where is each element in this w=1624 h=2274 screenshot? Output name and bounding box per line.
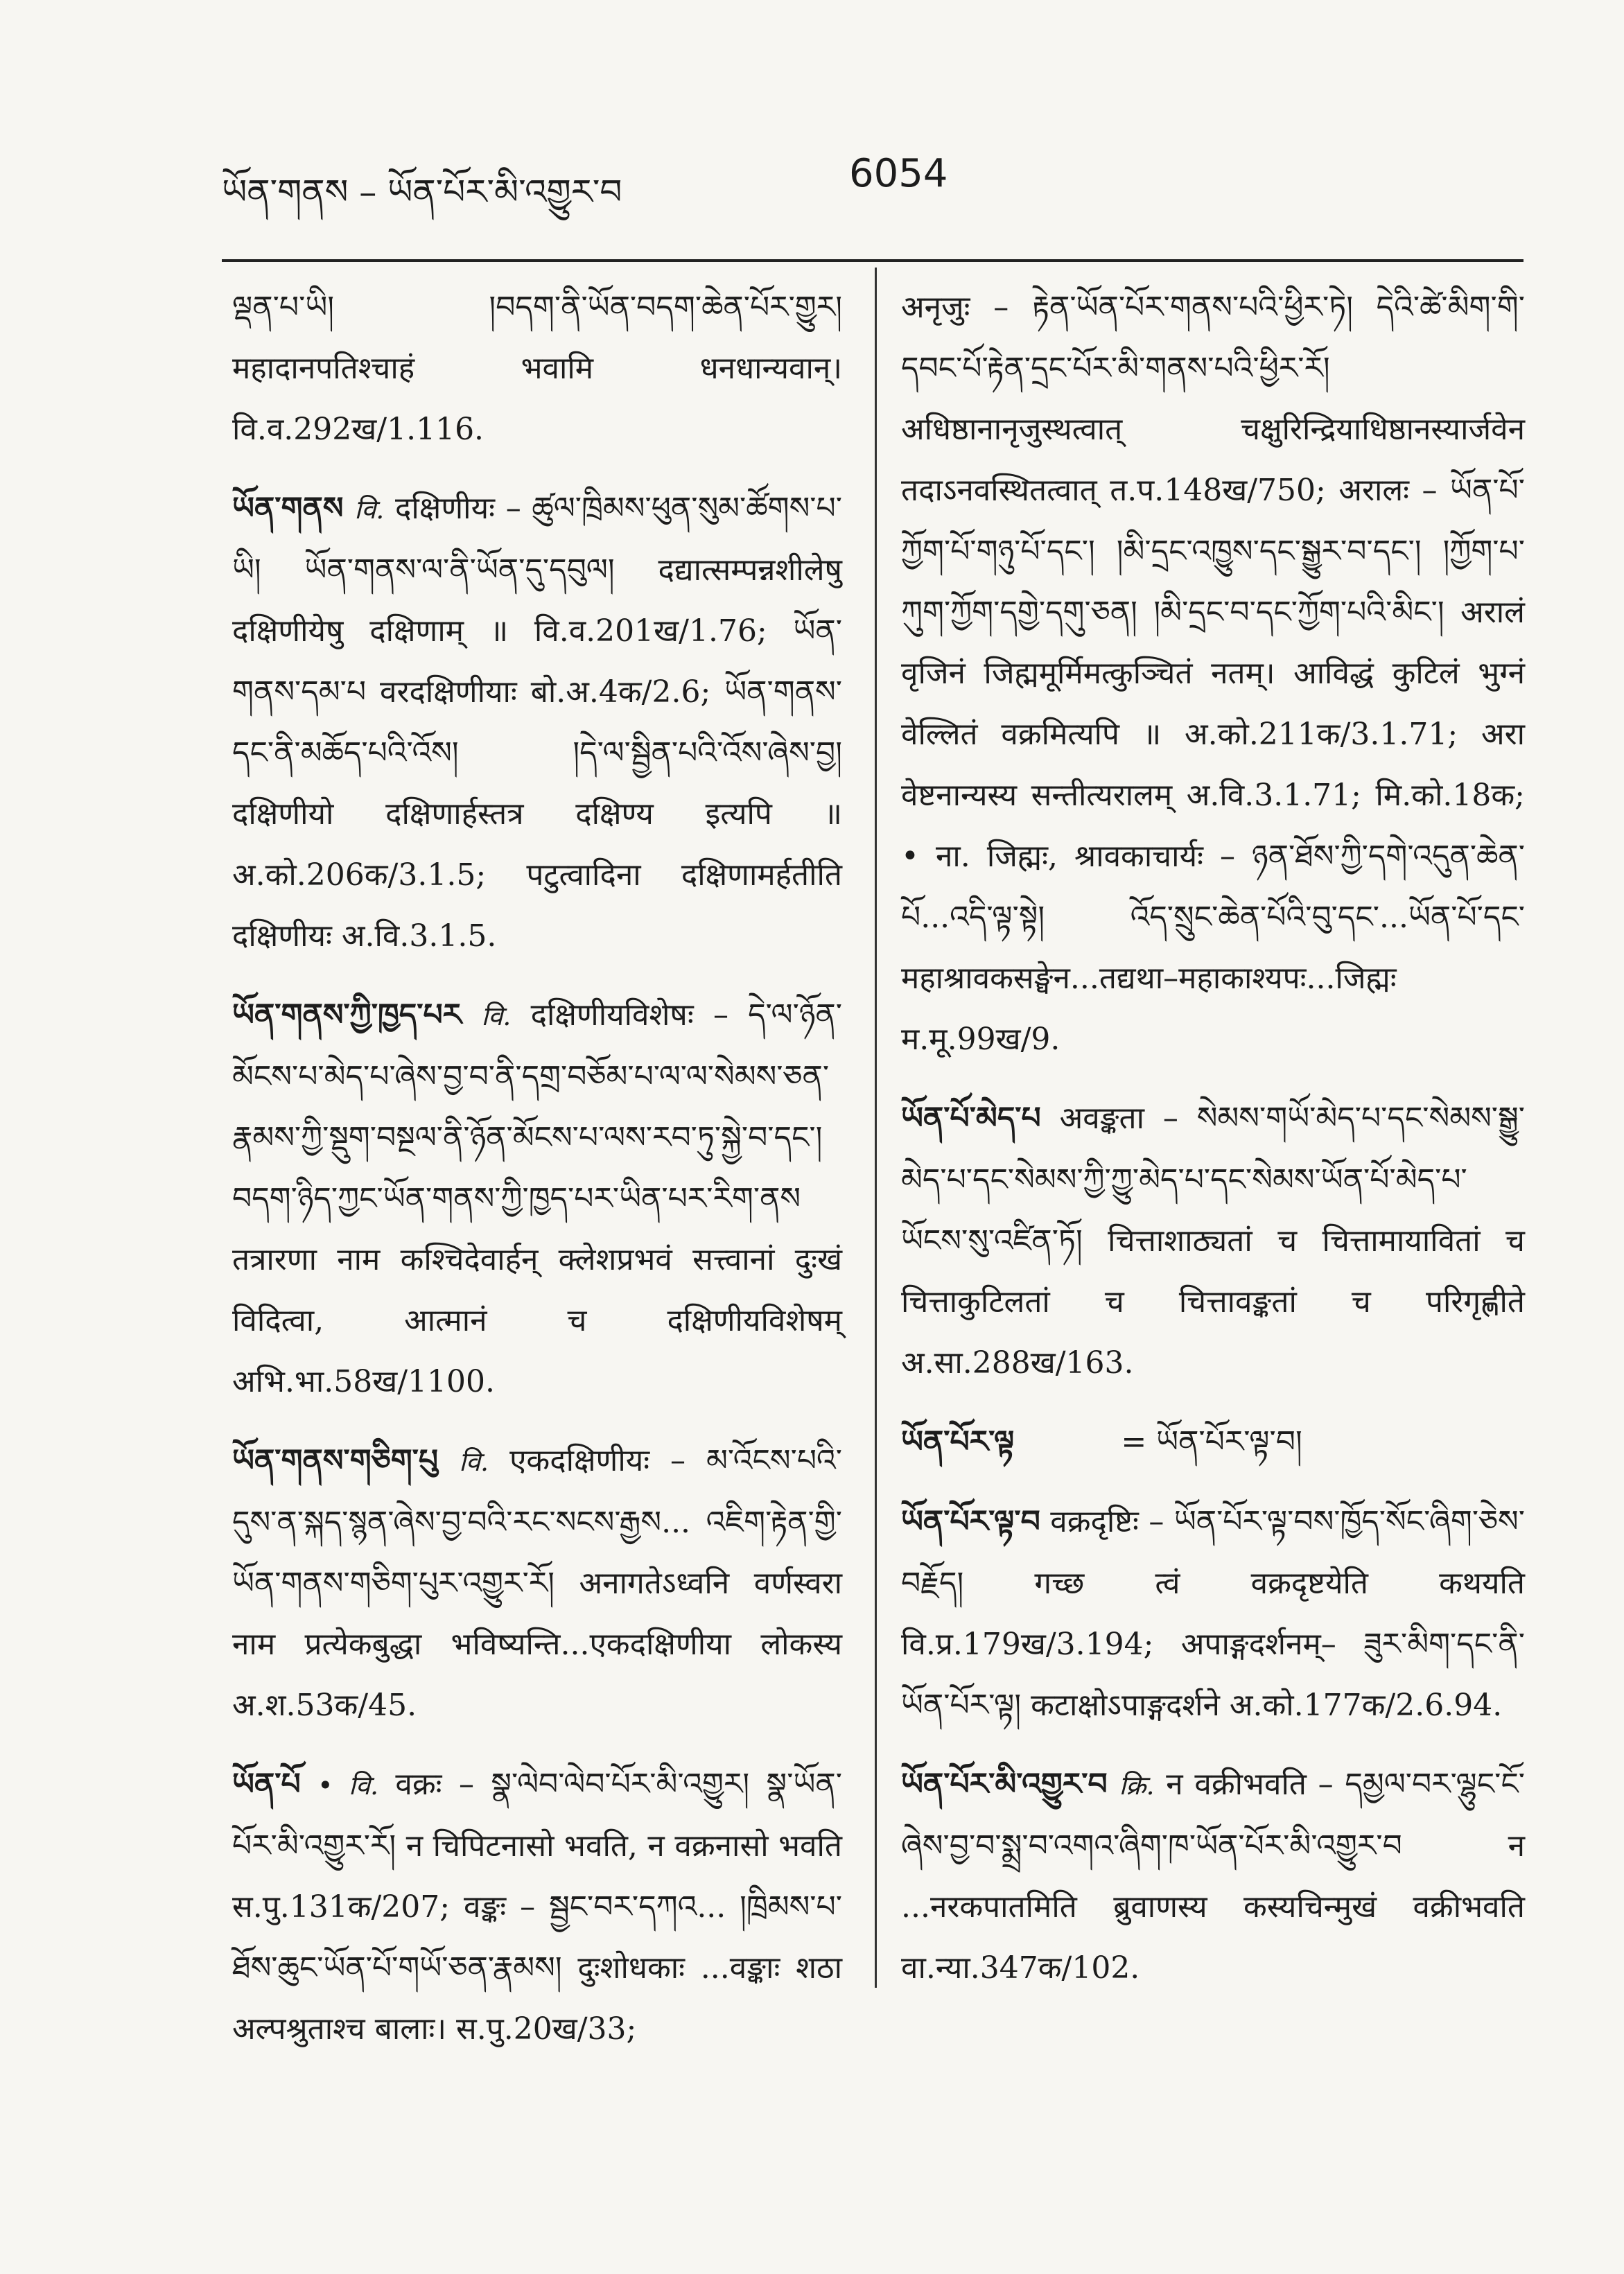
page-number: 6054: [849, 151, 948, 196]
entry-headword: ཡོན་པོ: [232, 1767, 301, 1802]
entry-grammar-label: वि.: [459, 1446, 489, 1477]
entry-body: वक्रः – སྣ་ལེབ་ལེབ་པོར་མི་འགྱུར། སྣ་ཡོན་པོར་མི་འགྱུར་རོ། न चिपिटनासो भवति, न वक्रनासो भवति स.पु.131क/207; वङ्कः – སྦྱང་བར་དཀའ... །ཁྲིམས་པ་ཐོས་ཆུང་ཡོན་པོ་གཡོ་ཅན་རྣམས། दुःशोधकाः ...वङ्काः शठा अल्पश्रुताश्च बालाः। स.पु.20ख/33;: [232, 1767, 842, 2047]
right-column: [901, 277, 1525, 2017]
dictionary-entry: [232, 277, 842, 460]
dictionary-entry: [901, 1492, 1525, 1736]
running-header: [222, 139, 1539, 212]
dictionary-entry: [901, 1412, 1525, 1473]
entry-body: अवङ्कता – སེམས་གཡོ་མེད་པ་དང་སེམས་སྒྱུ་མེད་པ་དང་སེམས་ཀྱི་ཀྱུ་མེད་པ་དང་སེམས་ཡོན་པོ་མེད་པ་ཡོངས་སུ་འཛིན་ཏོ། चित्ताशाठ्यतां च चित्तामायावितां च चित्ताकुटिलतां च चित्तावङ्कतां च परिगृह्णीते अ.सा.288ख/163.: [901, 1101, 1525, 1381]
dictionary-entry: [232, 1754, 842, 2060]
entry-body: न वक्रीभवति – དམྱལ་བར་ལྷུང་ངོ་ཞེས་བྱ་བ་སྨྲ་བ་འགའ་ཞིག་ཁ་ཡོན་པོར་མི་འགྱུར་བ न ...नरकपातमिति ब्रुवाणस्य कस्यचिन्मुखं वक्रीभवति वा.न्या.347क/102.: [901, 1767, 1525, 1986]
entry-headword: ཡོན་པོར་ལྟ་བ: [901, 1504, 1040, 1539]
entry-headword: ཡོན་གནས་གཅིག་པུ: [232, 1443, 439, 1478]
dictionary-entry: [901, 1754, 1525, 1999]
entry-body: वक्रदृष्टिः – ཡོན་པོར་ལྟ་བས་ཁྱོད་སོང་ཞིག་ཅེས་བརྗོད། गच्छ त्वं वक्रदृष्टयेति कथयति वि.प्र.179ख/3.194; अपाङ्गदर्शनम्– ཟུར་མིག་དང་ནི་ཡོན་པོར་ལྟ། कटाक्षोऽपाङ्गदर्शने अ.को.177क/2.6.94.: [901, 1504, 1525, 1723]
left-column: [232, 277, 842, 2078]
entry-body: दक्षिणीयः – ཚུལ་ཁྲིམས་ཕུན་སུམ་ཚོགས་པ་ཡི། ཡོན་གནས་ལ་ནི་ཡོན་དུ་དབུལ། दद्यात्सम्पन्नशीलेषु दक्षिणीयेषु दक्षिणाम् ॥ वि.व.201ख/1.76; ཡོན་གནས་དམ་པ वरदक्षिणीयाः बो.अ.4क/2.6; ཡོན་གནས་དང་ནི་མཆོད་པའི་འོས། །དེ་ལ་སྦྱིན་པའི་འོས་ཞེས་བྱ། दक्षिणीयो दक्षिणार्हस्तत्र दक्षिण्य इत्यपि ॥ अ.को.206क/3.1.5; पटुत्वादिना दक्षिणामर्हतीति दक्षिणीयः अ.वि.3.1.5.: [232, 491, 842, 954]
entry-grammar-label: वि.: [354, 494, 385, 525]
header-rule: [222, 259, 1523, 262]
entry-headword: ཡོན་པོར་མི་འགྱུར་བ: [901, 1767, 1108, 1802]
entry-headword: ཡོན་གནས་ཀྱི་ཁྱད་པར: [232, 997, 462, 1033]
column-divider: [875, 268, 877, 1988]
entry-body: एकदक्षिणीयः – མ་འོངས་པའི་དུས་ན་སྐད་སྙན་ཞེས་བྱ་བའི་རང་སངས་རྒྱས... འཇིག་རྟེན་གྱི་ཡོན་གནས་གཅིག་པུར་འགྱུར་རོ། अनागतेऽध्वनि वर्णस्वरा नाम प्रत्येकबुद्धा भविष्यन्ति...एकदक्षिणीया लोकस्य अ.श.53क/45.: [232, 1443, 842, 1723]
entry-headword: ཡོན་པོར་ལྟ: [901, 1424, 1015, 1460]
dictionary-entry: [901, 1088, 1525, 1394]
running-head-text: ཡོན་གནས – ཡོན་པོར་མི་འགྱུར་བ: [222, 172, 622, 212]
entry-grammar-label: वि.: [481, 1001, 512, 1031]
dictionary-entry: [232, 478, 842, 967]
entry-grammar-label: क्रि.: [1119, 1770, 1155, 1801]
entry-headword: ཡོན་པོ་མེད་པ: [901, 1101, 1041, 1136]
entry-body: ལྡན་པ་ཡི། །བདག་ནི་ཡོན་བདག་ཆེན་པོར་གྱུར། महादानपतिश्चाहं भवामि धनधान्यवान्। वि.व.292ख/1.116.: [232, 290, 842, 447]
entry-grammar-label: • वि.: [317, 1770, 379, 1801]
entry-headword: ཡོན་གནས: [232, 491, 344, 526]
entry-body: अनृजुः – རྟེན་ཡོན་པོར་གནས་པའི་ཕྱིར་ཏེ། དེའི་ཚེ་མིག་གི་དབང་པོ་རྟེན་དྲང་པོར་མི་གནས་པའི་ཕྱིར་རོ། अधिष्ठानानृजुस्थत्वात् चक्षुरिन्द्रियाधिष्ठानस्यार्जवेन तदाऽनवस्थितत्वात् त.प.148ख/750; अरालः – ཡོན་པོ་ཀྱོག་པོ་གཉུ་པོ་དང་། །མི་དྲང་འཁྱུས་དང་སྒྱུར་བ་དང་། །ཀྱོག་པ་ཀུག་ཀྱོག་དགྱེ་དགུ་ཅན། །མི་དྲང་བ་དང་ཀྱོག་པའི་མིང་། अरालं वृजिनं जिह्ममूर्मिमत्कुञ्चितं नतम्। आविद्धं कुटिलं भुग्नं वेल्लितं वक्रमित्यपि ॥ अ.को.211क/3.1.71; अरा वेष्टनान्यस्य सन्तीत्यरालम् अ.वि.3.1.71; मि.को.18क; • ना. जिह्मः, श्रावकाचार्यः – ཉན་ཐོས་ཀྱི་དགེ་འདུན་ཆེན་པོ...འདི་ལྟ་སྟེ། འོད་སྲུང་ཆེན་པོའི་བུ་དང་...ཡོན་པོ་དང་ महाश्रावकसङ्घेन...तद्यथा–महाकाश्यपः...जिह्मः म.मू.99ख/9.: [901, 290, 1525, 1057]
cross-reference: = ཡོན་པོར་ལྟ་བ།: [1121, 1424, 1302, 1460]
dictionary-entry: [232, 985, 842, 1412]
dictionary-entry: [232, 1431, 842, 1736]
entry-body: दक्षिणीयविशेषः – དེ་ལ་ཉོན་མོངས་པ་མེད་པ་ཞེས་བྱ་བ་ནི་དགྲ་བཅོམ་པ་ལ་ལ་སེམས་ཅན་རྣམས་ཀྱི་སྡུག་བསྔལ་ནི་ཉོན་མོངས་པ་ལས་རབ་ཏུ་སྐྱེ་བ་དང་། བདག་ཉིད་ཀྱང་ཡོན་གནས་ཀྱི་ཁྱད་པར་ཡིན་པར་རིག་ནས तत्रारणा नाम कश्चिदेवार्हन् क्लेशप्रभवं सत्त्वानां दुःखं विदित्वा, आत्मानं च दक्षिणीयविशेषम् अभि.भा.58ख/1100.: [232, 997, 842, 1399]
dictionary-entry: [901, 277, 1525, 1070]
